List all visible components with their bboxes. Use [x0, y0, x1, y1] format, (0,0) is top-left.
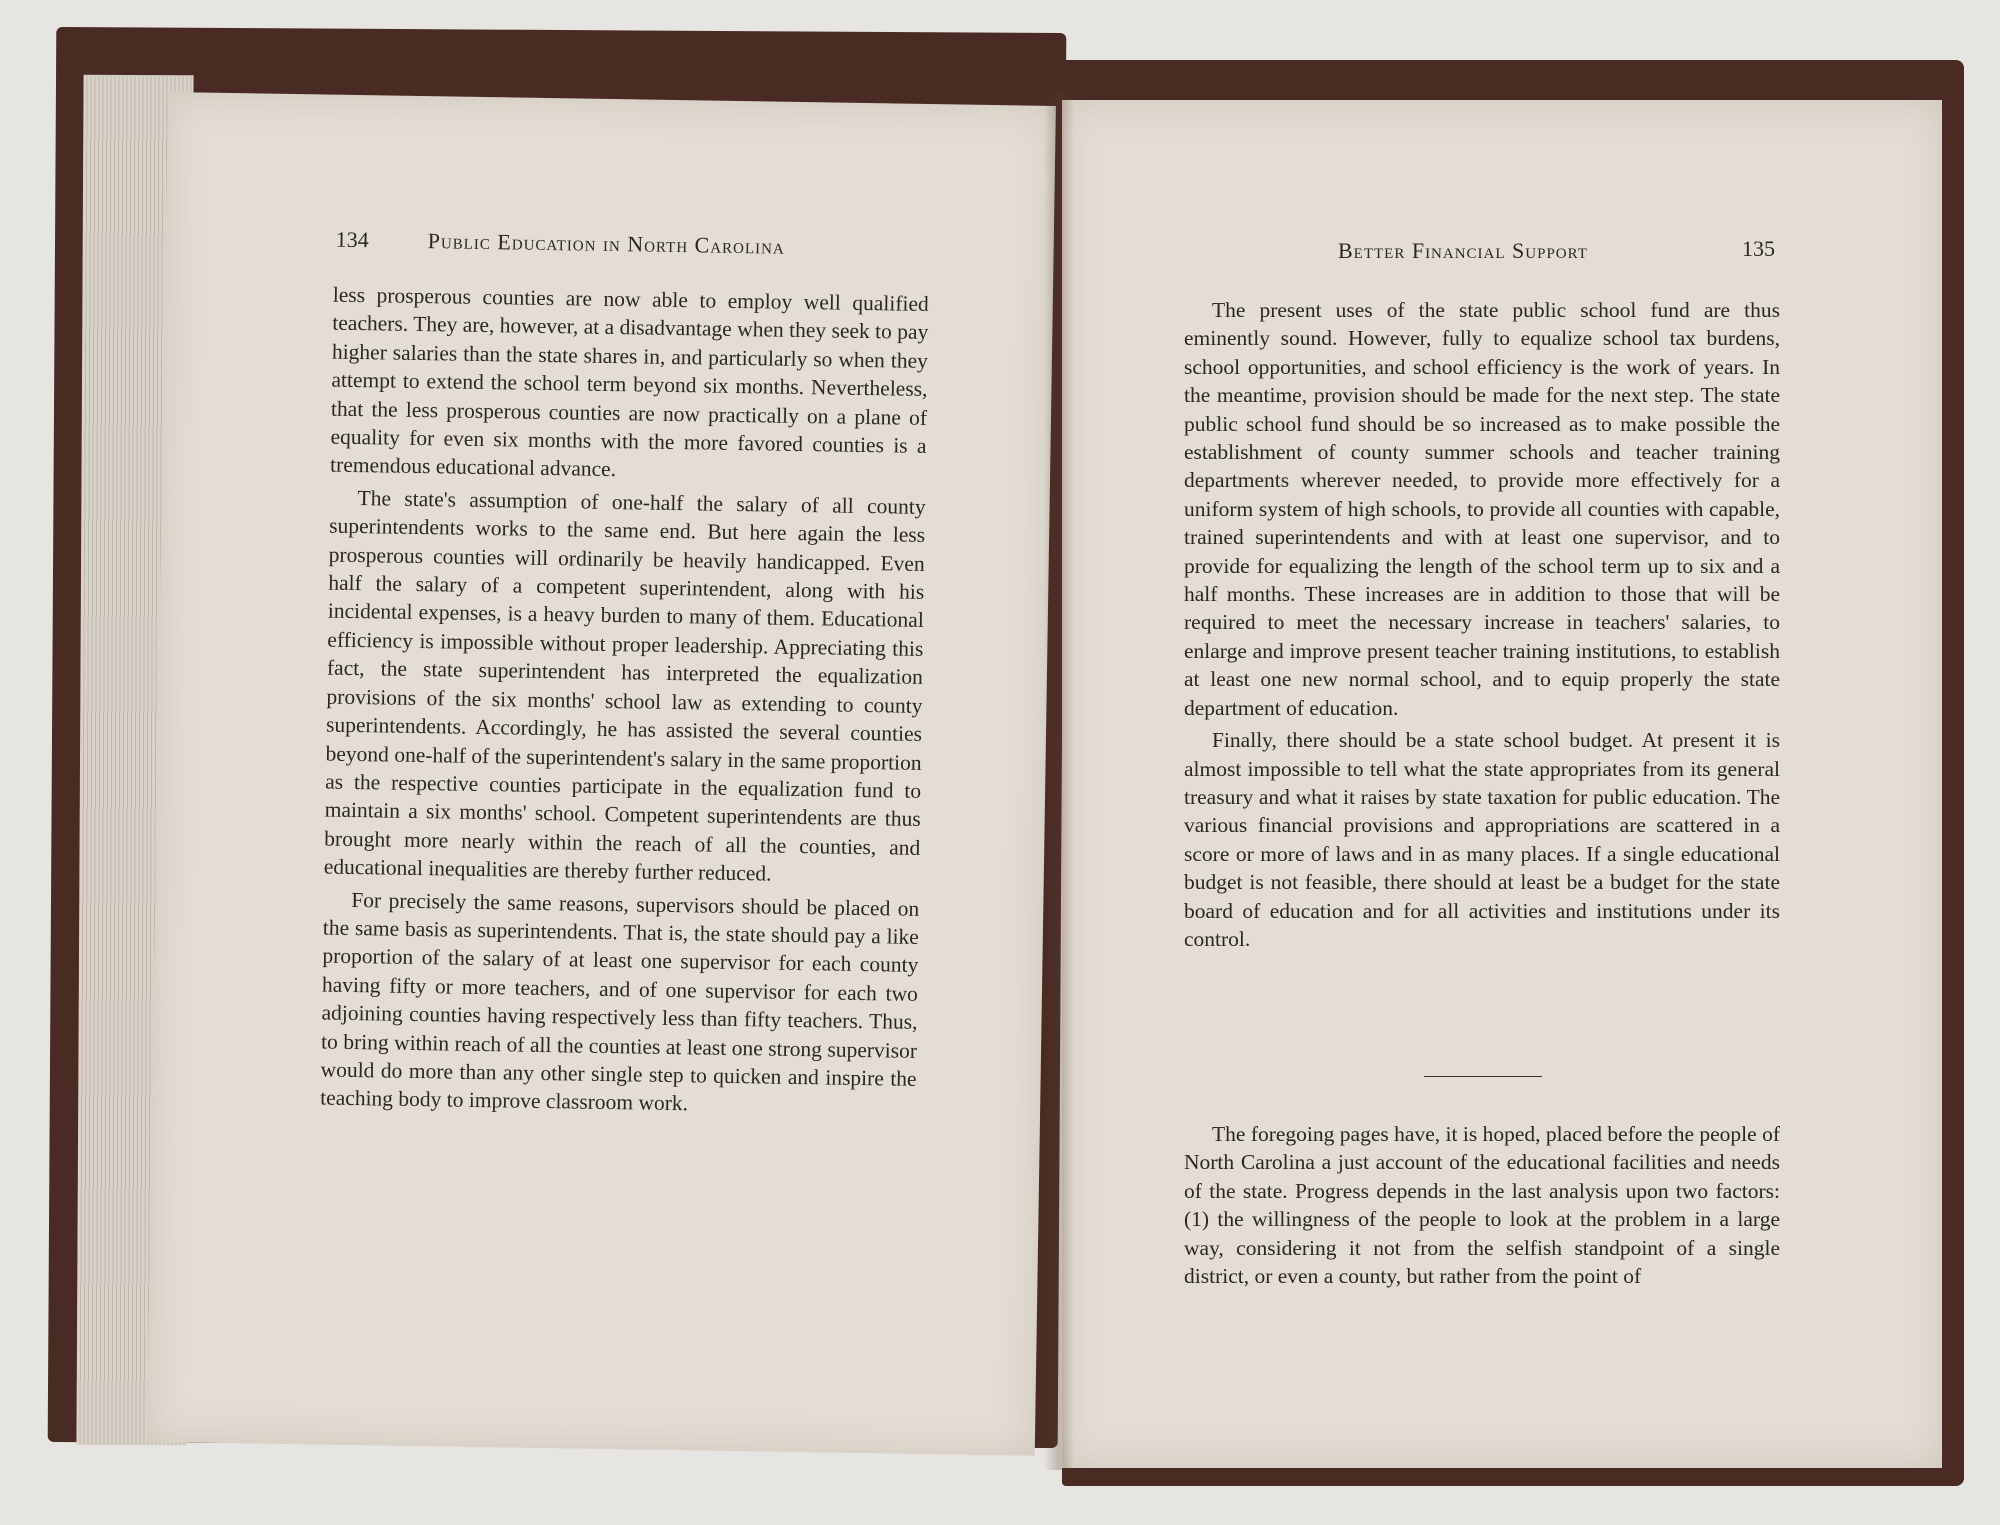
running-head-left: Public Education in North Carolina — [427, 228, 786, 259]
paragraph: The foregoing pages have, it is hoped, placed before the people of North Carolina a just account of the educational facilities and needs of the state. Progress depends in the last analysis upon two factors: (1) the willingness of the people to look at the problem in a large way, considering it not from the selfish standpoint of a single district, or even a county, but rather from the point of — [1184, 1122, 1780, 1289]
paragraph: The state's assumption of one-half the salary of all county superintendents works to the same end. But here again the less prosperous counties will ordinarily be heavily handicapped. Even half the salary of a competent superintendent, along with his incidental expenses, is a heavy burden to many of them. Educational efficiency is impossible without proper leadership. Appreciating this fact, the state superintendent has interpreted the equalization provisions of the six months' school law as extending to county superintendents. Accordingly, he has assisted the several counties beyond one-half of the superintendent's salary in the same proportion as the respective counties participate in the equalization fund to maintain a six months' school. Competent superintendents are thus brought more nearly within the reach of all the counties, and educational inequalities are thereby further reduced. — [323, 485, 926, 886]
page-number-right: 135 — [1742, 236, 1775, 261]
paragraph: The present uses of the state public school fund are thus eminently sound. However, fully to equalize school tax burdens, school opportunities, and school efficiency is the work of years. In the meantime, provision should be made for the next step. The state public school fund should be so increased as to make possible the establishment of county summer schools and teacher training departments wherever needed, to provide more effectively for a uniform system of high schools, to provide all counties with capable, trained superintendents and with at least one supervisor, and to provide for equalizing the length of the school term up to six and a half months. These increases are in addition to those that will be required to meet the necessary increase in teachers' salaries, to enlarge and improve present teacher training institutions, to establish at least one new normal school, and to equip properly the state department of education. — [1184, 298, 1780, 720]
right-page — [1062, 100, 1942, 1468]
left-page — [147, 92, 1056, 1456]
right-page-body-top — [1184, 296, 1780, 957]
paragraph: less prosperous counties are now able to employ well qualified teachers. They are, however, at a disadvantage when they seek to pay higher salaries than the state shares in, and particularly so when they attempt to extend the school term beyond six months. Nevertheless, that the less prosperous counties are now practically on a plane of equality for even six months with the more favored counties is a tremendous educational advance. — [329, 282, 929, 482]
right-page-body-bottom — [1184, 1120, 1780, 1294]
left-page-body — [320, 281, 929, 1126]
page-number-left: 134 — [335, 226, 369, 253]
section-rule — [1424, 1076, 1542, 1077]
book-gutter — [1044, 90, 1074, 1470]
paragraph: For precisely the same reasons, supervisors should be placed on the same basis as superintendents. That is, the state should pay a like proportion of the salary of at least one supervisor for each county having fifty or more teachers, and of one supervisor for each two adjoining counties having respectively less than fifty teachers. Thus, to bring within reach of all the counties at least one strong supervisor would do more than any other single step to quicken and inspire the teaching body to improve classroom work. — [320, 887, 920, 1116]
running-head-right: Better Financial Support — [1338, 238, 1588, 263]
paragraph: Finally, there should be a state school budget. At present it is almost impossible to tell what the state appropriates from its general treasury and what it raises by state taxation for public education. The various financial provisions and appropriations are scattered in a score or more of laws and in as many places. If a single educational budget is not feasible, there should at least be a budget for the state board of education and for all activities and institutions under its control. — [1184, 728, 1780, 951]
